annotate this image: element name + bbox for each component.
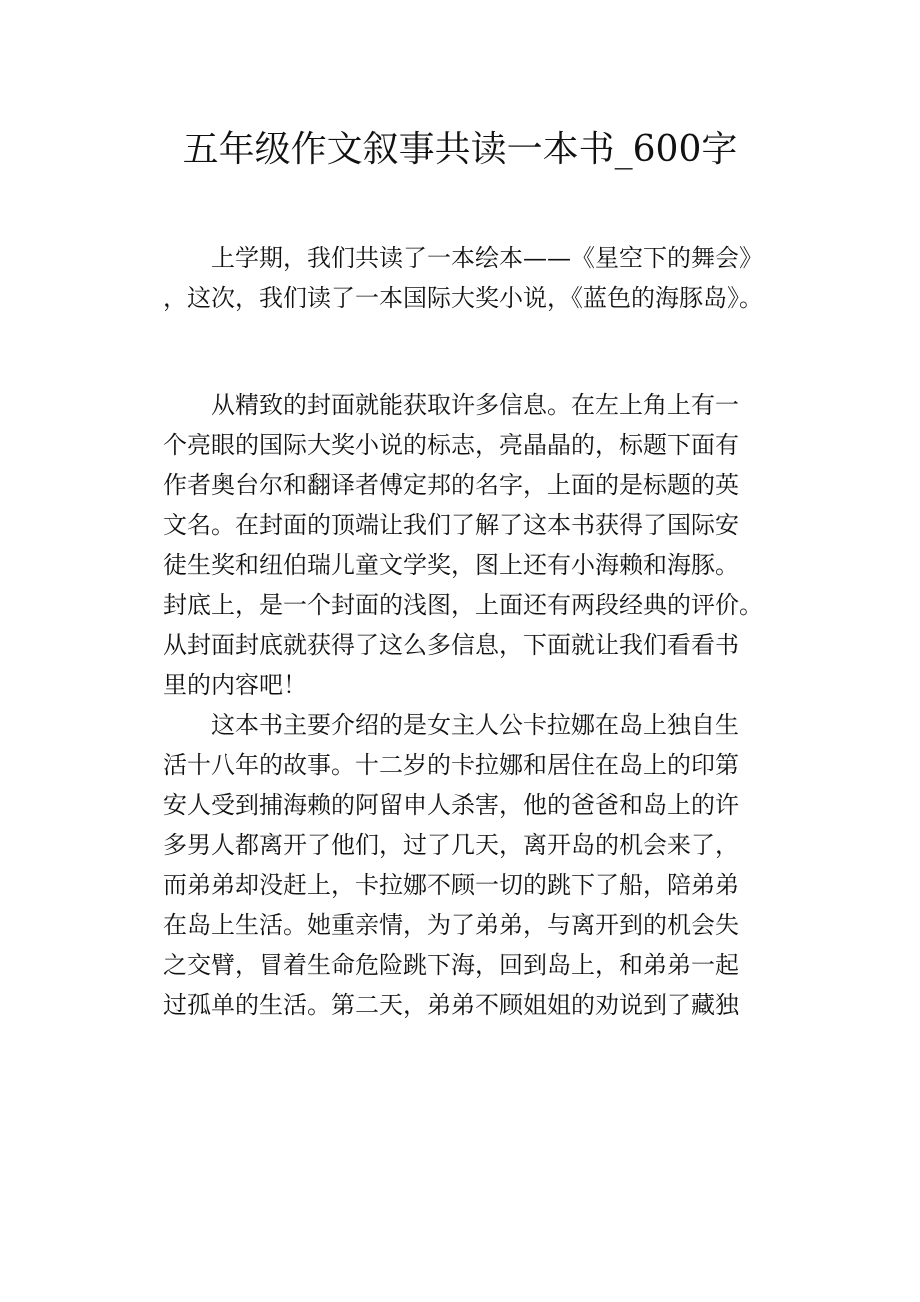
- paragraph-1: [163, 238, 763, 318]
- paragraph-line: 从精致的封面就能获取许多信息。在左上角上有一: [211, 391, 739, 419]
- paragraph-line: 过孤单的生活。第二天，弟弟不顾姐姐的劝说到了藏独: [163, 991, 739, 1019]
- paragraph-line: 多男人都离开了他们，过了几天，离开岛的机会来了，: [163, 831, 739, 859]
- paragraph-line: 活十八年的故事。十二岁的卡拉娜和居住在岛上的印第: [163, 751, 739, 779]
- paragraph-line: 在岛上生活。她重亲情，为了弟弟，与离开到的机会失: [163, 911, 739, 939]
- paragraph-line: 文名。在封面的顶端让我们了解了这本书获得了国际安: [163, 511, 739, 539]
- paragraph-line: 作者奥台尔和翻译者傅定邦的名字，上面的是标题的英: [163, 471, 739, 499]
- paragraph-line: 这本书主要介绍的是女主人公卡拉娜在岛上独自生: [211, 711, 739, 739]
- paragraph-line: 安人受到捕海赖的阿留申人杀害，他的爸爸和岛上的许: [163, 791, 739, 819]
- paragraph-line: 之交臂，冒着生命危险跳下海，回到岛上，和弟弟一起: [163, 951, 739, 979]
- paragraph-line: 里的内容吧！: [163, 671, 307, 699]
- paragraph-line: 封底上，是一个封面的浅图，上面还有两段经典的评价。: [163, 591, 763, 619]
- paragraph-line: 上学期，我们共读了一本绘本——《星空下的舞会》: [211, 244, 763, 272]
- paragraph-line: ，这次，我们读了一本国际大奖小说，《蓝色的海豚岛》。: [163, 284, 763, 312]
- paragraph-2: [163, 385, 763, 1025]
- paragraph-line: 从封面封底就获得了这么多信息，下面就让我们看看书: [163, 631, 739, 659]
- paragraph-line: 徒生奖和纽伯瑞儿童文学奖，图上还有小海赖和海豚。: [163, 551, 739, 579]
- paragraph-line: 而弟弟却没赶上，卡拉娜不顾一切的跳下了船，陪弟弟: [163, 871, 739, 899]
- paragraph-line: 个亮眼的国际大奖小说的标志，亮晶晶的，标题下面有: [163, 431, 739, 459]
- page-title: 五年级作文叙事共读一本书_600字: [182, 129, 738, 170]
